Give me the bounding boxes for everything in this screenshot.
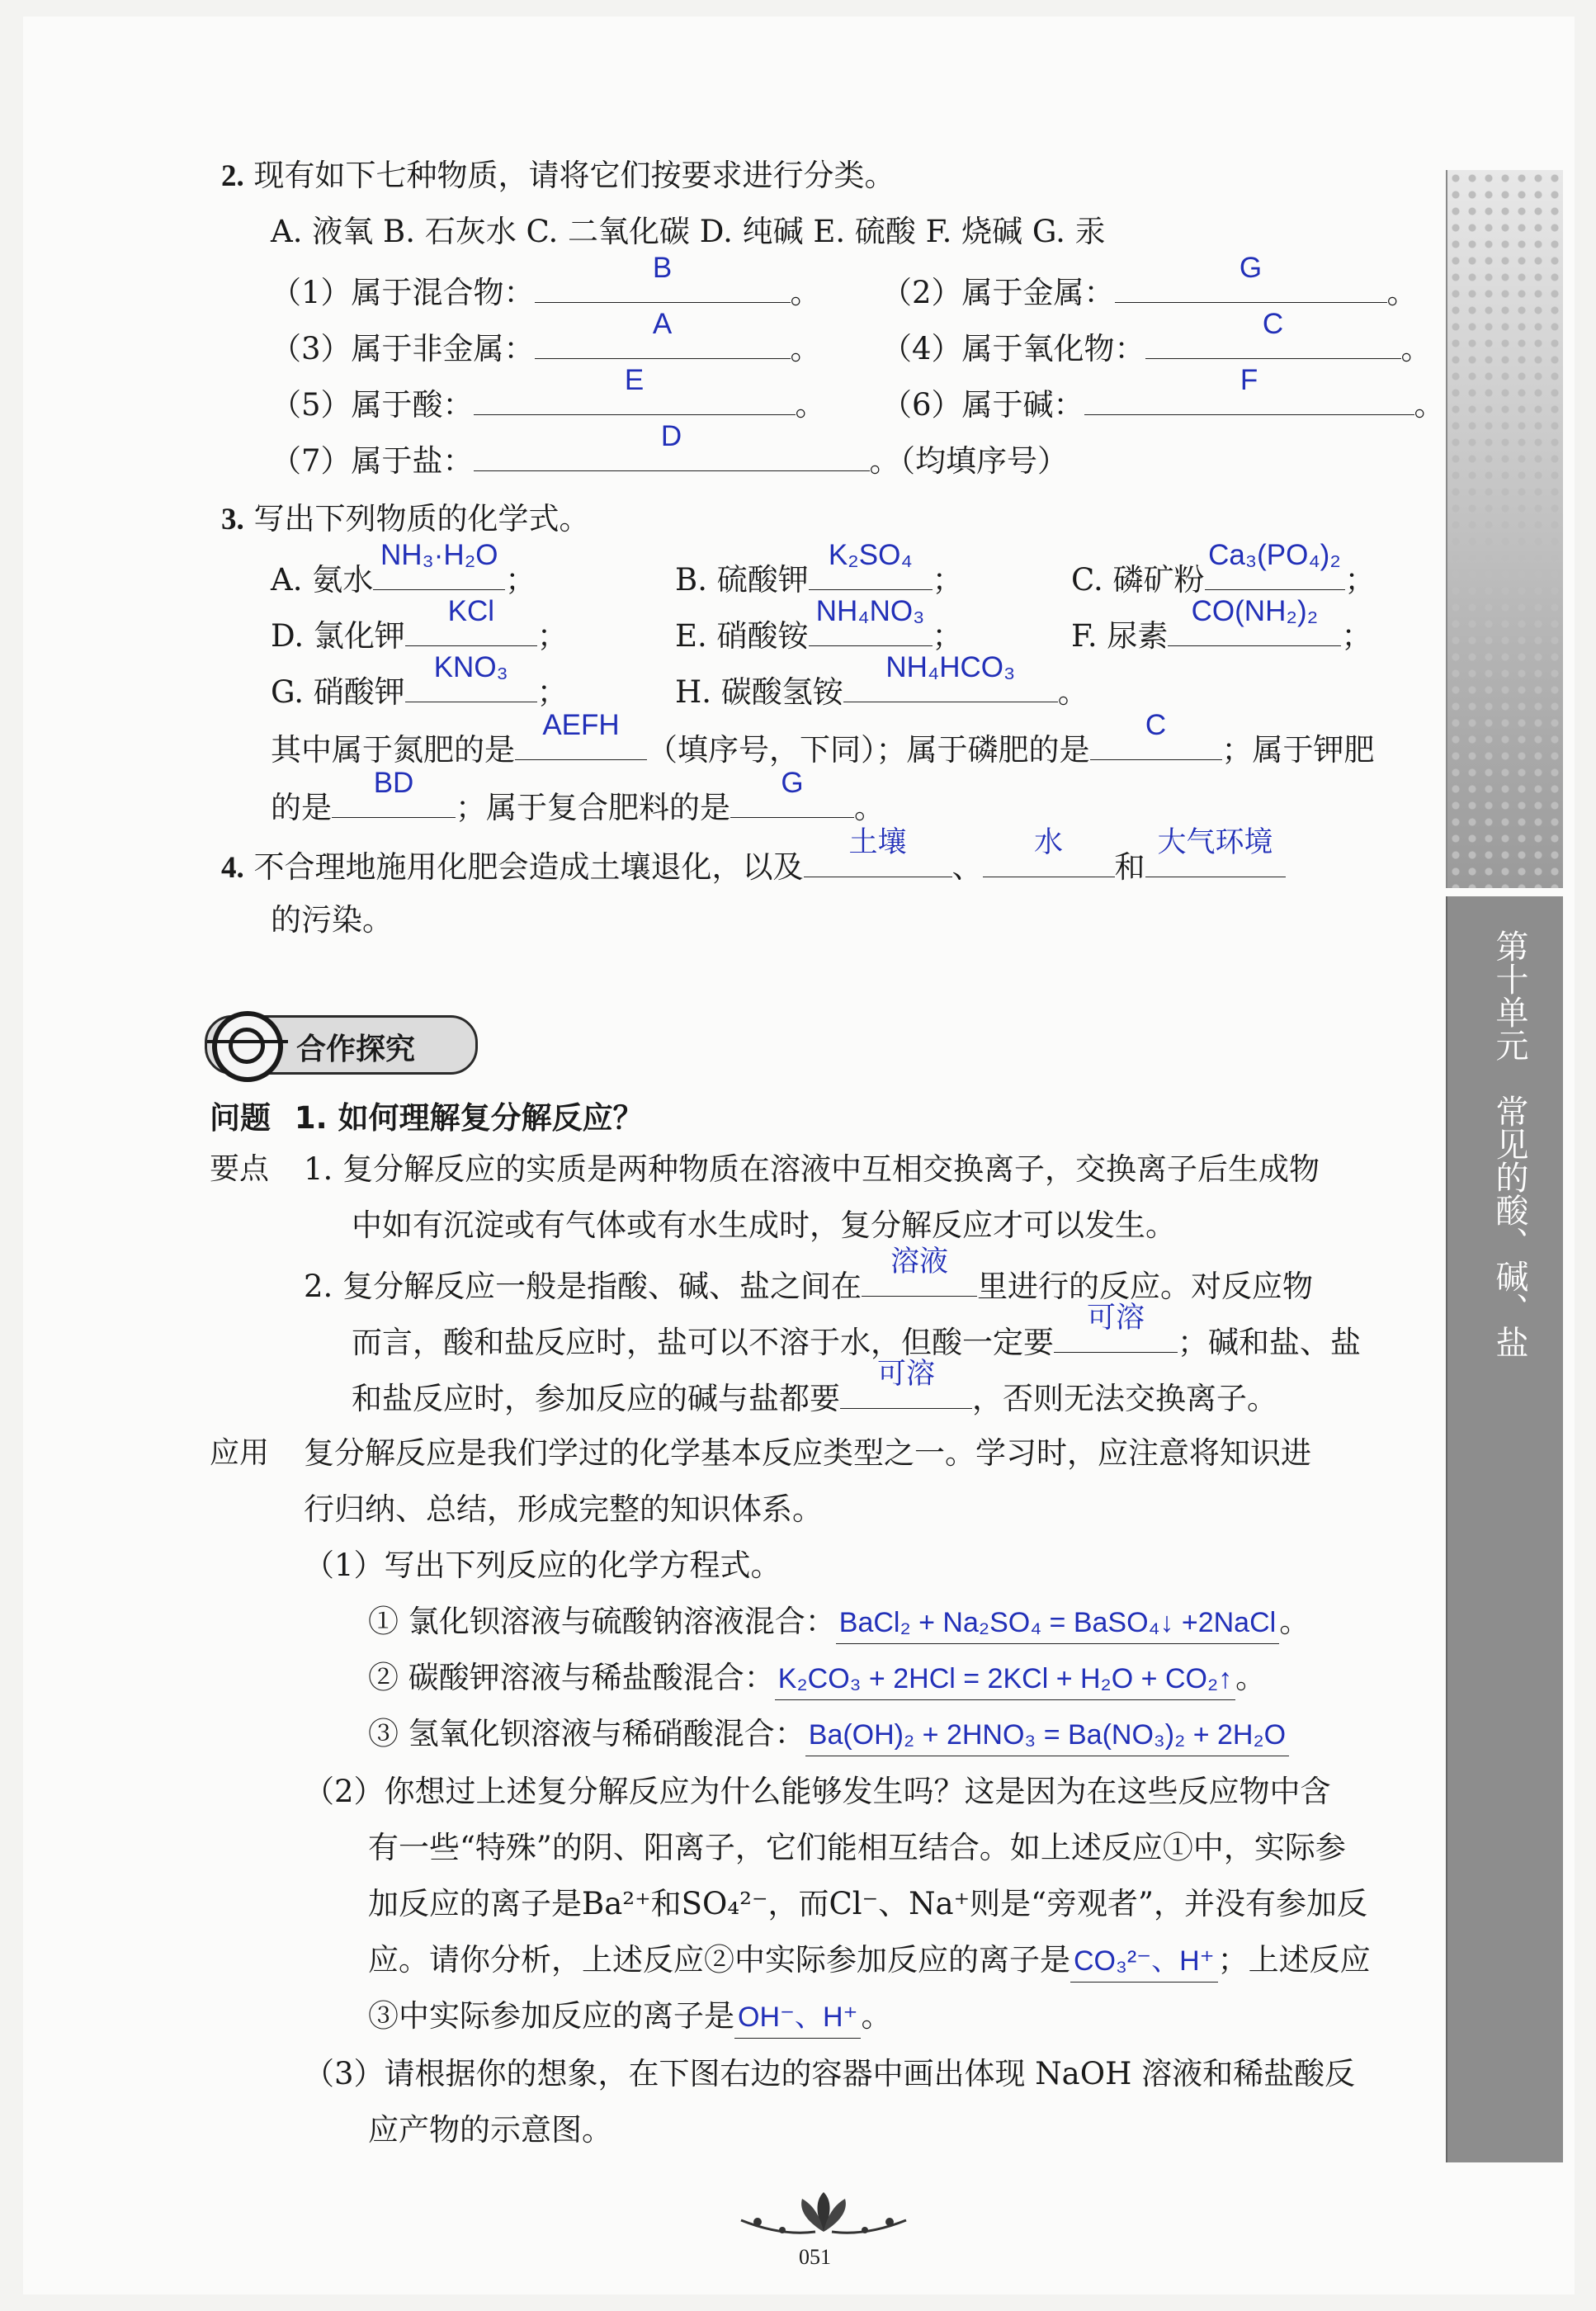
q3-item-h-label: H. 碳酸氢铵 xyxy=(675,674,843,710)
problem-title-line xyxy=(210,1098,644,1139)
q3-item-d-answer: KCl xyxy=(447,595,495,627)
sidebar-dot-pattern xyxy=(1446,170,1563,888)
key-p2a-text1: 2. 复分解反应一般是指酸、碱、盐之间在 xyxy=(304,1269,862,1304)
q4-answer-1: 土壤 xyxy=(848,826,907,858)
q3-item-a-answer: NH₃·H₂O xyxy=(380,539,498,571)
key-p2b-text1: 而言，酸和盐反应时，盐可以不溶于水，但酸一定要 xyxy=(352,1325,1054,1360)
q3-item-g-answer: KNO₃ xyxy=(433,651,508,683)
eq2-answer[interactable]: K₂CO₃ + 2HCl = 2KCl + H₂O + CO₂↑ xyxy=(775,1658,1235,1700)
unit-sidebar xyxy=(1446,170,1561,2162)
s2-d-text1: 应。请你分析，上述反应②中实际参加反应的离子是 xyxy=(368,1942,1070,1978)
q3-item-a-label: A. 氨水 xyxy=(271,562,374,598)
q3-prompt: 写出下列物质的化学式。 xyxy=(253,501,590,536)
q3-p-answer: C xyxy=(1145,709,1167,741)
eq3-line xyxy=(368,1713,1289,1756)
eq1-answer[interactable]: BaCl₂ + Na₂SO₄ = BaSO₄↓ +2NaCl xyxy=(836,1602,1279,1644)
q3-number: 3. xyxy=(221,503,244,536)
key-p2a-answer: 溶液 xyxy=(890,1245,949,1278)
q3-item-a: A. 氨水 NH₃·H₂O ； xyxy=(271,556,536,601)
q2-item-1-answer: B xyxy=(652,252,673,284)
s2-d-text2: ；上述反应 xyxy=(1217,1942,1371,1978)
app-line-1: 复分解反应是我们学过的化学基本反应类型之一。学习时，应注意将知识进 xyxy=(304,1435,1311,1471)
q4-text2: 的污染。 xyxy=(271,902,393,938)
q3-item-e-answer: NH₄NO₃ xyxy=(815,595,925,627)
q2-item-7-answer: D xyxy=(660,420,682,452)
q3-item-h-blank[interactable] xyxy=(843,651,1058,702)
eq3-answer[interactable]: Ba(OH)₂ + 2HNO₃ = Ba(NO₃)₂ + 2H₂O xyxy=(805,1714,1289,1756)
q2-item-1-label: （1）属于混合物： xyxy=(271,275,535,310)
s2-line-a: （2）你想过上述复分解反应为什么能够发生吗？这是因为在这些反应物中含 xyxy=(304,1774,1331,1809)
q3-item-g-blank[interactable] xyxy=(405,651,537,702)
app-line-2: 行归纳、总结，形成完整的知识体系。 xyxy=(304,1491,823,1527)
q3-k-blank[interactable] xyxy=(332,767,456,818)
s2-line-d xyxy=(368,1940,1371,1983)
eq1-label: ① 氯化钡溶液与硫酸钠溶液混合： xyxy=(368,1604,836,1639)
s3-line-a: （3）请根据你的想象，在下图右边的容器中画出体现 NaOH 溶液和稀盐酸反 xyxy=(304,2056,1356,2091)
q2-item-2-answer: G xyxy=(1239,252,1263,284)
q3-item-e-label: E. 硝酸铵 xyxy=(675,618,809,654)
q3-item-e-blank[interactable] xyxy=(809,595,933,646)
q3-k-answer: BD xyxy=(373,767,414,799)
q3-item-d: D. 氯化钾 KCl ； xyxy=(271,612,568,657)
eq1-line xyxy=(368,1601,1310,1644)
page-number: 051 xyxy=(799,2245,831,2269)
q3-n-label: 其中属于氮肥的是 xyxy=(271,732,515,768)
q2-item-3-blank[interactable] xyxy=(535,308,791,359)
q2-item-7 xyxy=(271,420,1069,482)
q3-k-label-b: 的是 xyxy=(271,790,332,825)
q3-compound-blank[interactable] xyxy=(730,767,854,818)
key-p2c-text1: 和盐反应时，参加反应的碱与盐都要 xyxy=(352,1381,840,1416)
q3-item-d-label: D. 氯化钾 xyxy=(271,618,405,654)
q3-item-e: E. 硝酸铵 NH₄NO₃ ； xyxy=(675,612,963,657)
q2-item-2-blank[interactable] xyxy=(1115,252,1387,303)
s2-line-c: 加反应的离子是Ba²⁺和SO₄²⁻，而Cl⁻、Na⁺则是“旁观者”，并没有参加反 xyxy=(368,1886,1367,1921)
s2-line-e xyxy=(368,1996,891,2039)
floral-ornament-icon xyxy=(733,2189,914,2238)
q2-item-4-answer: C xyxy=(1262,308,1284,340)
q2-item-1-blank[interactable] xyxy=(535,252,791,303)
q3-item-f: F. 尿素 CO(NH₂)₂ ； xyxy=(1071,612,1372,657)
q3-item-c: C. 磷矿粉 Ca₃(PO₄)₂ ； xyxy=(1071,556,1376,601)
q3-p-blank[interactable] xyxy=(1090,709,1222,760)
q3-item-b: B. 硫酸钾 K₂SO₄ ； xyxy=(675,556,963,601)
s2-e-answer[interactable]: OH⁻、H⁺ xyxy=(734,1997,861,2039)
q2-item-4: （4）属于氧化物： C 。 xyxy=(881,325,1432,370)
q2-item-2-label: （2）属于金属： xyxy=(881,275,1115,310)
q4-blank-2[interactable] xyxy=(983,826,1115,877)
section-title: 合作探究 xyxy=(296,1033,416,1066)
key-p2c-blank[interactable] xyxy=(840,1358,972,1409)
key-p1a: 1. 复分解反应的实质是两种物质在溶液中互相交换离子，交换离子后生成物 xyxy=(304,1151,1320,1187)
sidebar-title: 第十单元 常见的酸、碱、盐 xyxy=(1490,929,1528,1359)
q4-answer-3: 大气环境 xyxy=(1157,826,1273,858)
key-label: 要点 xyxy=(210,1152,270,1186)
q3-item-f-answer: CO(NH₂)₂ xyxy=(1191,595,1319,627)
key-p2b-blank[interactable] xyxy=(1054,1302,1178,1353)
q2-item-5-answer: E xyxy=(624,364,645,396)
q2-note: 。（均填序号） xyxy=(869,443,1069,479)
q3-item-b-label: B. 硫酸钾 xyxy=(675,562,809,598)
s2-d-answer[interactable]: CO₃²⁻、H⁺ xyxy=(1070,1940,1218,1983)
sidebar-title-block xyxy=(1446,896,1563,2162)
q3-item-f-blank[interactable] xyxy=(1168,595,1341,646)
q3-item-b-blank[interactable] xyxy=(809,539,933,590)
q2-prompt: 现有如下七种物质，请将它们按要求进行分类。 xyxy=(253,158,895,193)
q4-sep2: 和 xyxy=(1114,849,1145,885)
q2-item-5-label: （5）属于酸： xyxy=(271,387,474,423)
q2-item-7-blank[interactable] xyxy=(474,420,870,471)
s3-line-b: 应产物的示意图。 xyxy=(368,2112,612,2148)
section-badge xyxy=(205,1015,478,1075)
key-p2b-answer: 可溶 xyxy=(1086,1302,1145,1334)
q3-item-d-blank[interactable] xyxy=(405,595,537,646)
q3-item-g-label: G. 硝酸钾 xyxy=(271,674,405,710)
q4-text1: 不合理地施用化肥会造成土壤退化，以及 xyxy=(253,849,804,885)
key-p2a-text2: 里进行的反应。对反应物 xyxy=(977,1269,1314,1304)
q3-item-c-blank[interactable] xyxy=(1205,539,1345,590)
q4-blank-3[interactable] xyxy=(1145,826,1286,877)
s2-line-b: 有一些“特殊”的阴、阳离子，它们能相互结合。如上述反应①中，实际参 xyxy=(368,1830,1346,1865)
q4-line-1 xyxy=(221,826,1286,889)
q2-item-6-label: （6）属于碱： xyxy=(881,387,1084,423)
eq1-period: 。 xyxy=(1279,1604,1310,1639)
q3-item-g: G. 硝酸钾 KNO₃ ； xyxy=(271,669,568,713)
problem-title: 1. 如何理解复分解反应？ xyxy=(294,1100,644,1136)
problem-label: 问题 xyxy=(210,1100,271,1136)
key-p1b: 中如有沉淀或有气体或有水生成时，复分解反应才可以发生。 xyxy=(352,1207,1176,1243)
q3-item-c-answer: Ca₃(PO₄)₂ xyxy=(1208,539,1341,571)
eq2-line xyxy=(368,1657,1266,1700)
q4-answer-2: 水 xyxy=(1034,826,1064,858)
q3-p-label: （填序号，下同）；属于磷肥的是 xyxy=(647,732,1090,768)
q3-n-blank[interactable] xyxy=(515,709,647,760)
q3-compound-label: ；属于复合肥料的是 xyxy=(456,790,730,825)
key-p2c xyxy=(352,1358,1277,1420)
key-p2b-text2: ；碱和盐、盐 xyxy=(1178,1325,1361,1360)
q3-compound-answer: G xyxy=(781,767,804,799)
q2-item-4-blank[interactable] xyxy=(1145,308,1401,359)
key-p2c-text2: ，否则无法交换离子。 xyxy=(972,1381,1277,1416)
q2-prompt-line xyxy=(221,155,895,197)
s2-e-text2: 。 xyxy=(861,1998,892,2034)
app-s1: （1）写出下列反应的化学方程式。 xyxy=(304,1548,781,1583)
q2-item-3-answer: A xyxy=(652,308,673,340)
key-p2a-blank[interactable] xyxy=(862,1245,977,1297)
eq3-label: ③ 氢氧化钡溶液与稀硝酸混合： xyxy=(368,1716,805,1751)
eq2-period: 。 xyxy=(1235,1660,1267,1695)
workbook-page xyxy=(23,17,1575,2294)
q2-options: A. 液氧 B. 石灰水 C. 二氧化碳 D. 纯碱 E. 硫酸 F. 烧碱 G. 汞 xyxy=(271,214,1106,249)
eq2-label: ② 碳酸钾溶液与稀盐酸混合： xyxy=(368,1660,775,1695)
q3-item-c-label: C. 磷矿粉 xyxy=(1071,562,1205,598)
q3-k-label-a: ；属于钾肥 xyxy=(1221,732,1375,768)
q3-item-a-blank[interactable] xyxy=(373,539,505,590)
q2-item-2: （2）属于金属： G 。 xyxy=(881,269,1418,314)
target-icon xyxy=(212,1011,283,1082)
q2-item-6-answer: F xyxy=(1239,364,1258,396)
key-p2c-answer: 可溶 xyxy=(876,1358,935,1390)
q3-item-h-answer: NH₄HCO₃ xyxy=(885,651,1016,683)
app-label: 应用 xyxy=(210,1436,270,1470)
s2-e-text1: ③中实际参加反应的离子是 xyxy=(368,1998,734,2034)
q2-item-6: （6）属于碱： F 。 xyxy=(881,381,1445,426)
q2-item-3: （3）属于非金属： A 。 xyxy=(271,325,821,370)
q4-number: 4. xyxy=(221,851,244,885)
q2-item-3-label: （3）属于非金属： xyxy=(271,331,535,366)
q2-item-4-label: （4）属于氧化物： xyxy=(881,331,1145,366)
q2-item-7-label: （7）属于盐： xyxy=(271,443,474,479)
q3-n-answer: AEFH xyxy=(542,709,620,741)
q2-number: 2. xyxy=(221,159,244,193)
q2-item-1: （1）属于混合物： B 。 xyxy=(271,269,821,314)
q3-item-b-answer: K₂SO₄ xyxy=(828,539,913,571)
q3-item-h: H. 碳酸氢铵 NH₄HCO₃ 。 xyxy=(675,669,1088,713)
q4-blank-1[interactable] xyxy=(804,826,952,877)
q3-item-f-label: F. 尿素 xyxy=(1071,618,1169,654)
q4-sep1: 、 xyxy=(951,849,983,885)
q3-fertilizer-line-2: 的是 BD ；属于复合肥料的是 G 。 xyxy=(271,784,885,829)
q2-item-5: （5）属于酸： E 。 xyxy=(271,381,826,426)
